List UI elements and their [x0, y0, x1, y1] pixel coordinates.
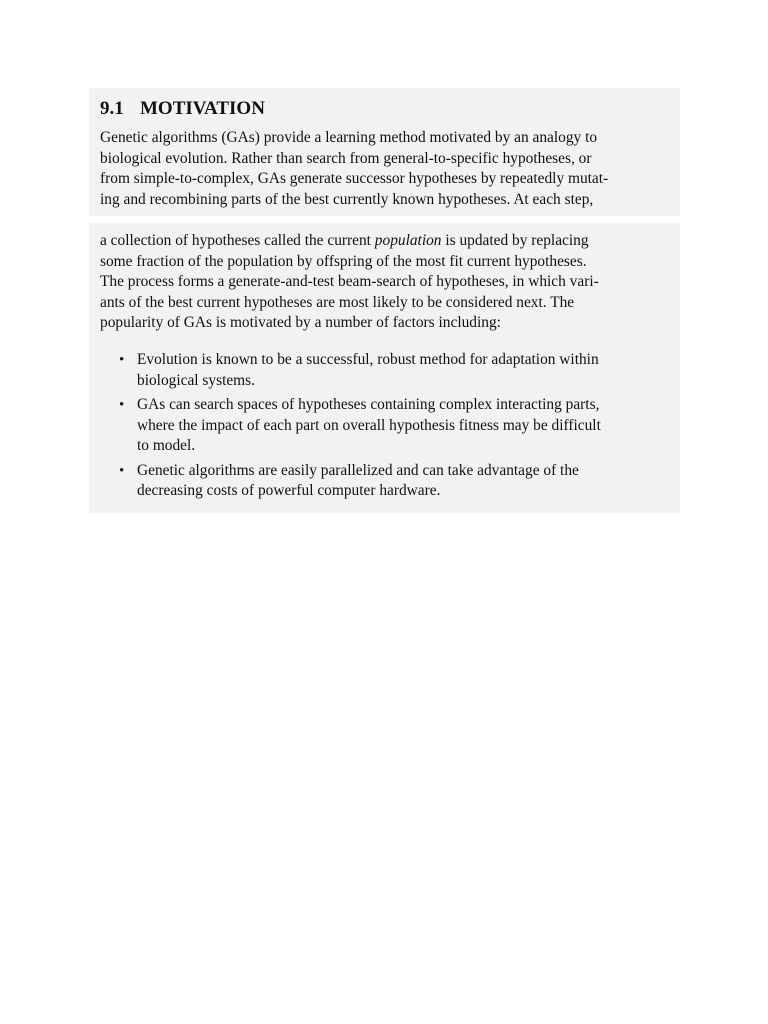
list-item: [100, 350, 660, 391]
text-line: ants of the best current hypotheses are most likely to be considered next. The: [100, 293, 575, 311]
continuation-paragraph: [100, 231, 659, 334]
section-heading: [100, 96, 265, 122]
text-line: where the impact of each part on overall hypothesis fitness may be difficult: [137, 416, 601, 434]
text-line: to model.: [137, 437, 196, 454]
text-line: ing and recombining parts of the best currently known hypotheses. At each step,: [100, 190, 594, 208]
text-line: Genetic algorithms are easily parallelized and can take advantage of the: [137, 461, 579, 479]
list-item: [100, 461, 660, 502]
text-line: Genetic algorithms (GAs) provide a learning method motivated by an analogy to: [100, 129, 598, 146]
text-line: some fraction of the population by offspring of the most fit current hypotheses.: [100, 252, 587, 270]
text-line: Evolution is known to be a successful, robust method for adaptation within: [137, 351, 599, 368]
list-item: [100, 395, 660, 457]
bullet-icon: •: [119, 352, 125, 368]
bullet-icon: •: [119, 397, 125, 413]
text-line: [100, 231, 659, 252]
bullet-icon: •: [119, 462, 125, 479]
section-number: 9.1: [100, 98, 124, 119]
text-line: from simple-to-complex, GAs generate successor hypotheses by repeatedly mutat-: [100, 170, 609, 187]
text-line: popularity of GAs is motivated by a number of factors including:: [100, 314, 501, 331]
intro-paragraph: [100, 128, 670, 210]
section-title: MOTIVATION: [140, 98, 265, 119]
factor-list: [100, 350, 660, 506]
text-line: biological evolution. Rather than search from general-to-specific hypotheses, or: [100, 149, 592, 167]
text-run: a collection of hypotheses called the current: [100, 232, 375, 249]
text-run: is updated by replacing: [441, 232, 589, 249]
text-line: The process forms a generate-and-test beam-search of hypotheses, in which vari-: [100, 273, 599, 290]
emphasized-term: population: [374, 232, 442, 249]
text-line: biological systems.: [137, 371, 255, 389]
text-line: GAs can search spaces of hypotheses containing complex interacting parts,: [137, 396, 600, 413]
text-line: decreasing costs of powerful computer hardware.: [137, 482, 441, 499]
